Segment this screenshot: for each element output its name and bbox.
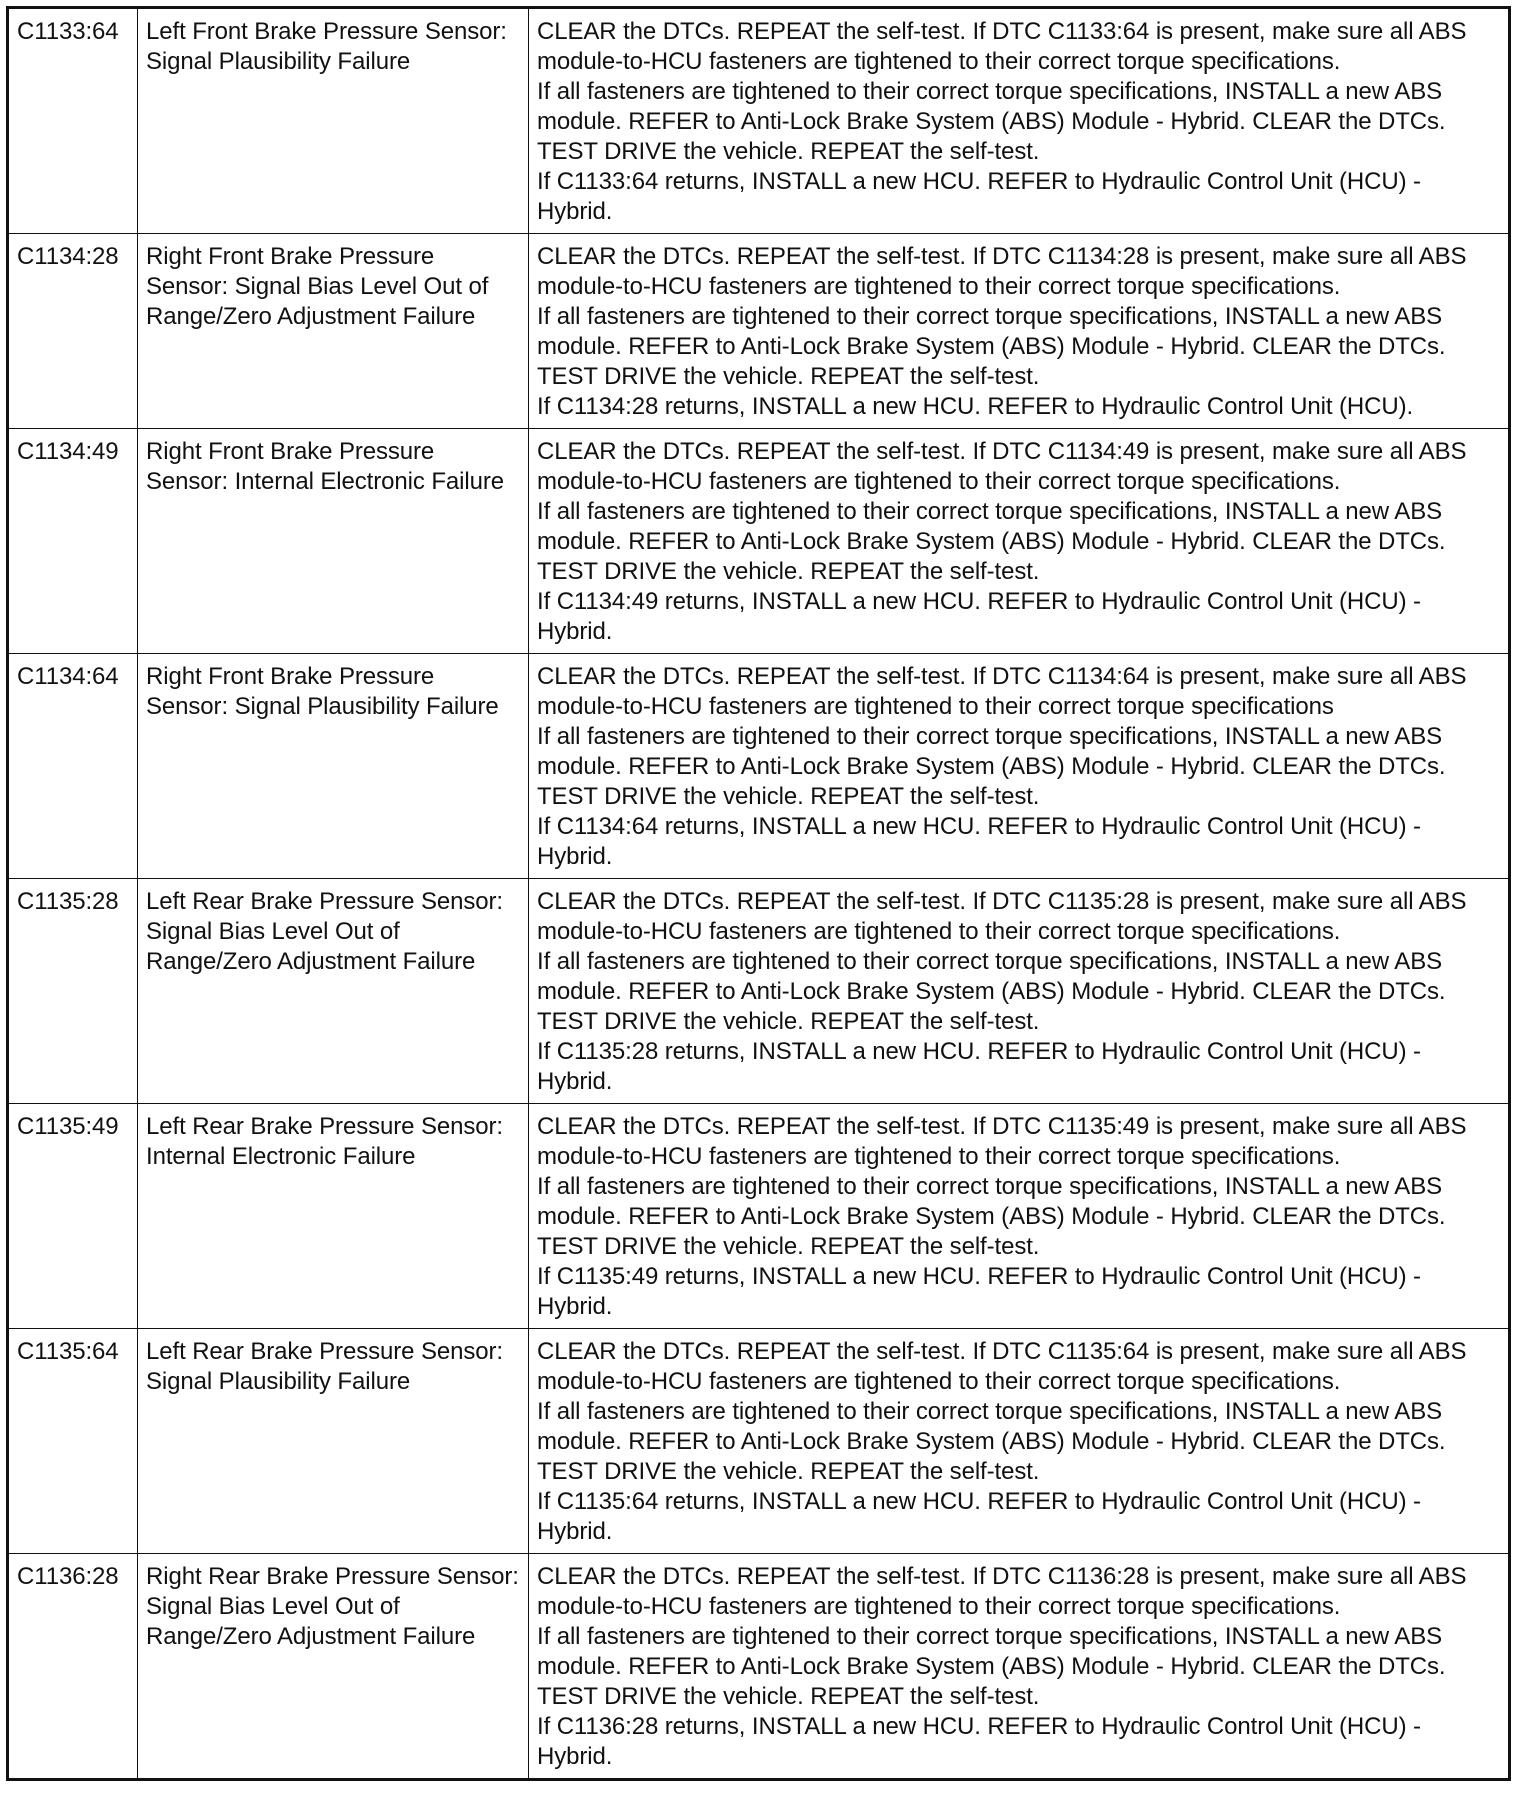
action-step: CLEAR the DTCs. REPEAT the self-test. If DTC C1135:64 is present, make sure all ABS module-to-HCU fasteners are tightened to their correct torque specifications. (537, 1338, 1467, 1395)
dtc-description: Left Rear Brake Pressure Sensor: Signal Plausibility Failure (138, 1329, 529, 1554)
dtc-action (529, 234, 1510, 429)
dtc-table (6, 6, 1511, 1781)
dtc-description: Right Rear Brake Pressure Sensor: Signal Bias Level Out of Range/Zero Adjustment Failure (138, 1554, 529, 1780)
action-step: CLEAR the DTCs. REPEAT the self-test. If DTC C1135:49 is present, make sure all ABS module-to-HCU fasteners are tightened to their correct torque specifications. (537, 1113, 1467, 1170)
dtc-code: C1133:64 (8, 8, 138, 234)
table-row (8, 1104, 1510, 1329)
action-step: If C1135:28 returns, INSTALL a new HCU. REFER to Hydraulic Control Unit (HCU) - Hybrid. (537, 1038, 1421, 1095)
action-step: If all fasteners are tightened to their correct torque specifications, INSTALL a new ABS module. REFER to Anti-Lock Brake System (ABS) Module - Hybrid. CLEAR the DTCs. TEST DRIVE the vehicle. REPEAT the self-test. (537, 723, 1446, 810)
action-step: CLEAR the DTCs. REPEAT the self-test. If DTC C1134:28 is present, make sure all ABS module-to-HCU fasteners are tightened to their correct torque specifications. (537, 243, 1467, 300)
dtc-code: C1136:28 (8, 1554, 138, 1780)
action-step: CLEAR the DTCs. REPEAT the self-test. If DTC C1136:28 is present, make sure all ABS module-to-HCU fasteners are tightened to their correct torque specifications. (537, 1563, 1467, 1620)
table-row (8, 879, 1510, 1104)
action-step: If all fasteners are tightened to their correct torque specifications, INSTALL a new ABS module. REFER to Anti-Lock Brake System (ABS) Module - Hybrid. CLEAR the DTCs. TEST DRIVE the vehicle. REPEAT the self-test. (537, 1623, 1446, 1710)
action-step: If all fasteners are tightened to their correct torque specifications, INSTALL a new ABS module. REFER to Anti-Lock Brake System (ABS) Module - Hybrid. CLEAR the DTCs. TEST DRIVE the vehicle. REPEAT the self-test. (537, 303, 1446, 390)
dtc-description: Right Front Brake Pressure Sensor: Internal Electronic Failure (138, 429, 529, 654)
dtc-description: Right Front Brake Pressure Sensor: Signal Plausibility Failure (138, 654, 529, 879)
action-step: If all fasteners are tightened to their correct torque specifications, INSTALL a new ABS module. REFER to Anti-Lock Brake System (ABS) Module - Hybrid. CLEAR the DTCs. TEST DRIVE the vehicle. REPEAT the self-test. (537, 498, 1446, 585)
dtc-code: C1135:28 (8, 879, 138, 1104)
action-step: If C1134:49 returns, INSTALL a new HCU. REFER to Hydraulic Control Unit (HCU) - Hybrid. (537, 588, 1421, 645)
action-step: If all fasteners are tightened to their correct torque specifications, INSTALL a new ABS module. REFER to Anti-Lock Brake System (ABS) Module - Hybrid. CLEAR the DTCs. TEST DRIVE the vehicle. REPEAT the self-test. (537, 78, 1446, 165)
dtc-code: C1135:64 (8, 1329, 138, 1554)
action-step: If all fasteners are tightened to their correct torque specifications, INSTALL a new ABS module. REFER to Anti-Lock Brake System (ABS) Module - Hybrid. CLEAR the DTCs. TEST DRIVE the vehicle. REPEAT the self-test. (537, 1398, 1446, 1485)
dtc-action (529, 654, 1510, 879)
action-step: If C1136:28 returns, INSTALL a new HCU. REFER to Hydraulic Control Unit (HCU) - Hybrid. (537, 1713, 1421, 1770)
dtc-code: C1134:28 (8, 234, 138, 429)
action-step: If all fasteners are tightened to their correct torque specifications, INSTALL a new ABS module. REFER to Anti-Lock Brake System (ABS) Module - Hybrid. CLEAR the DTCs. TEST DRIVE the vehicle. REPEAT the self-test. (537, 1173, 1446, 1260)
action-step: If C1135:49 returns, INSTALL a new HCU. REFER to Hydraulic Control Unit (HCU) - Hybrid. (537, 1263, 1421, 1320)
table-row (8, 234, 1510, 429)
action-step: CLEAR the DTCs. REPEAT the self-test. If DTC C1135:28 is present, make sure all ABS module-to-HCU fasteners are tightened to their correct torque specifications. (537, 888, 1467, 945)
action-step: If C1133:64 returns, INSTALL a new HCU. REFER to Hydraulic Control Unit (HCU) - Hybrid. (537, 168, 1421, 225)
action-step: CLEAR the DTCs. REPEAT the self-test. If DTC C1133:64 is present, make sure all ABS module-to-HCU fasteners are tightened to their correct torque specifications. (537, 18, 1467, 75)
dtc-description: Left Rear Brake Pressure Sensor: Internal Electronic Failure (138, 1104, 529, 1329)
action-step: If C1134:64 returns, INSTALL a new HCU. REFER to Hydraulic Control Unit (HCU) - Hybrid. (537, 813, 1421, 870)
dtc-description: Left Front Brake Pressure Sensor: Signal Plausibility Failure (138, 8, 529, 234)
action-step: If C1135:64 returns, INSTALL a new HCU. REFER to Hydraulic Control Unit (HCU) - Hybrid. (537, 1488, 1421, 1545)
dtc-description: Right Front Brake Pressure Sensor: Signal Bias Level Out of Range/Zero Adjustment Failure (138, 234, 529, 429)
table-row (8, 429, 1510, 654)
table-row (8, 8, 1510, 234)
dtc-code: C1134:64 (8, 654, 138, 879)
dtc-action (529, 1329, 1510, 1554)
dtc-action (529, 1554, 1510, 1780)
action-step: If all fasteners are tightened to their correct torque specifications, INSTALL a new ABS module. REFER to Anti-Lock Brake System (ABS) Module - Hybrid. CLEAR the DTCs. TEST DRIVE the vehicle. REPEAT the self-test. (537, 948, 1446, 1035)
dtc-action (529, 429, 1510, 654)
table-row (8, 1554, 1510, 1780)
dtc-code: C1135:49 (8, 1104, 138, 1329)
dtc-action (529, 1104, 1510, 1329)
dtc-description: Left Rear Brake Pressure Sensor: Signal Bias Level Out of Range/Zero Adjustment Failure (138, 879, 529, 1104)
action-step: If C1134:28 returns, INSTALL a new HCU. REFER to Hydraulic Control Unit (HCU). (537, 393, 1414, 420)
dtc-code: C1134:49 (8, 429, 138, 654)
table-row (8, 654, 1510, 879)
action-step: CLEAR the DTCs. REPEAT the self-test. If DTC C1134:49 is present, make sure all ABS module-to-HCU fasteners are tightened to their correct torque specifications. (537, 438, 1467, 495)
dtc-action (529, 879, 1510, 1104)
table-row (8, 1329, 1510, 1554)
action-step: CLEAR the DTCs. REPEAT the self-test. If DTC C1134:64 is present, make sure all ABS module-to-HCU fasteners are tightened to their correct torque specifications (537, 663, 1467, 720)
dtc-action (529, 8, 1510, 234)
